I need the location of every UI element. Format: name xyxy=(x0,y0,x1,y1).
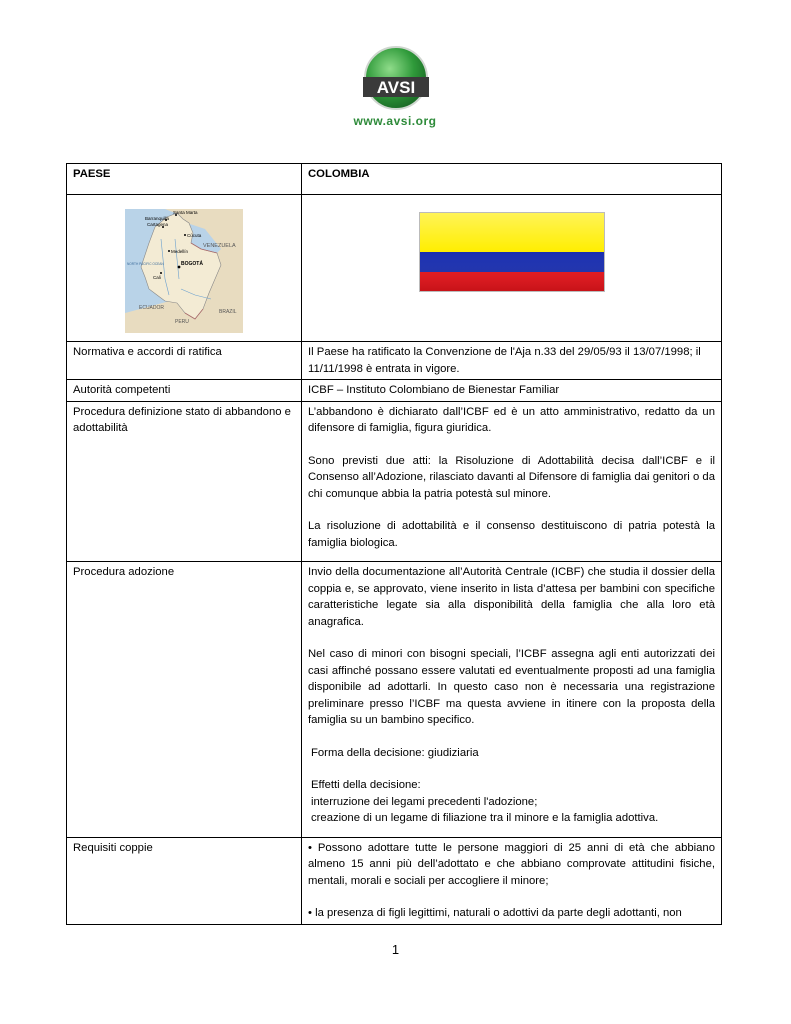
map-label-barranquilla: Barranquilla xyxy=(145,216,170,221)
label-normativa: Normativa e accordi di ratifica xyxy=(67,342,302,380)
adozione-p1: Invio della documentazione all’Autorità Centrale (ICBF) che studia il dossier della coppia e, se approvato, viene inserito in lista d’attesa per bambini con specifiche caratteristiche legate sia alla disponibilità della famiglia che alla loro età anagrafica. xyxy=(308,566,715,628)
label-adozione: Procedura adozione xyxy=(67,562,302,838)
abbandono-p2: Sono previsti due atti: la Risoluzione di Adottabilità decisa dall’ICBF e il Consenso all’Adozione, rilasciato davanti al Difensore di famiglia dai genitori o da chi comunque abbia la patria potestà sul minore. xyxy=(308,454,715,500)
avsi-logo-icon xyxy=(345,44,445,114)
page-number: 1 xyxy=(391,942,400,957)
adozione-p2: Nel caso di minori con bisogni speciali, l’ICBF assegna agli enti autorizzati dei casi affinché possano essere valutati ed eventualmente proposti ad una famiglia disponibile ad adottarli. In questo caso non è necessaria una registrazione preliminare presso l’ICBF ma questa avviene in itinere con la proposta della famiglia su un bambino specifico. xyxy=(308,648,715,726)
avsi-logo xyxy=(345,44,445,134)
flag-cell xyxy=(302,195,722,342)
map-label-bogota: BOGOTÁ xyxy=(181,261,203,267)
row-requisiti xyxy=(67,837,722,924)
map-label-ecuador: ECUADOR xyxy=(139,305,165,311)
map-label-cartagena: Cartagena xyxy=(147,222,169,227)
map-label-brazil: BRAZIL xyxy=(219,309,237,315)
requisiti-p1: • Possono adottare tutte le persone maggiori di 25 anni di età che abbiano almeno 15 anni più dell’adottato e che abbiano comprovate attitudini fisiche, mentali, morali e sociali per accogliere il minore; xyxy=(308,841,715,887)
adozione-p3: Forma della decisione: giudiziaria xyxy=(311,746,479,759)
abbandono-p3: La risoluzione di adottabilità e il consenso destituiscono di patria potestà la famiglia biologica. xyxy=(308,520,715,549)
text-normativa: Il Paese ha ratificato la Convenzione de l'Aja n.33 del 29/05/93 il 13/07/1998; il 11/11/1998 è entrata in vigore. xyxy=(302,342,722,380)
label-abbandono: Procedura definizione stato di abbandono e adottabilità xyxy=(67,401,302,562)
country-table xyxy=(66,163,722,925)
map-label-venezuela: VENEZUELA xyxy=(203,243,236,249)
map-label-santa-marta: Santa Marta xyxy=(173,210,198,215)
header-country: COLOMBIA xyxy=(302,164,722,195)
adozione-p4c: creazione di un legame di filiazione tra il minore e la famiglia adottiva. xyxy=(311,812,659,824)
logo-url: www.avsi.org xyxy=(353,114,437,128)
row-normativa xyxy=(67,342,722,380)
logo-text: AVSI xyxy=(376,78,416,97)
map-label-pacific: NORTH PACIFIC OCEAN xyxy=(127,262,164,266)
colombia-map xyxy=(125,209,243,333)
map-label-medellin: Medellín xyxy=(171,249,189,254)
header-paese: PAESE xyxy=(67,164,302,195)
map-label-cucuta: Cúcuta xyxy=(187,233,202,238)
map-label-peru: PERU xyxy=(175,319,189,325)
colombia-flag xyxy=(419,212,605,292)
header-row xyxy=(67,164,722,195)
text-abbandono xyxy=(302,401,722,562)
requisiti-p2: • la presenza di figli legittimi, naturali o adottivi da parte degli adottanti, non xyxy=(308,907,682,919)
text-adozione xyxy=(302,562,722,838)
images-row xyxy=(67,195,722,342)
label-requisiti: Requisiti coppie xyxy=(67,837,302,924)
map-cell xyxy=(67,195,302,342)
text-requisiti xyxy=(302,837,722,924)
text-autorita: ICBF – Instituto Colombiano de Bienestar Familiar xyxy=(302,380,722,402)
adozione-p4b: interruzione dei legami precedenti l'adozione; xyxy=(311,795,538,808)
adozione-p4a: Effetti della decisione: xyxy=(311,779,421,791)
row-adozione xyxy=(67,562,722,838)
row-autorita xyxy=(67,380,722,402)
label-autorita: Autorità competenti xyxy=(67,380,302,402)
abbandono-p1: L’abbandono è dichiarato dall’ICBF ed è un atto amministrativo, redatto da un difensore di famiglia, figura giuridica. xyxy=(308,405,715,434)
map-label-cali: Cali xyxy=(153,275,161,280)
row-abbandono xyxy=(67,401,722,562)
